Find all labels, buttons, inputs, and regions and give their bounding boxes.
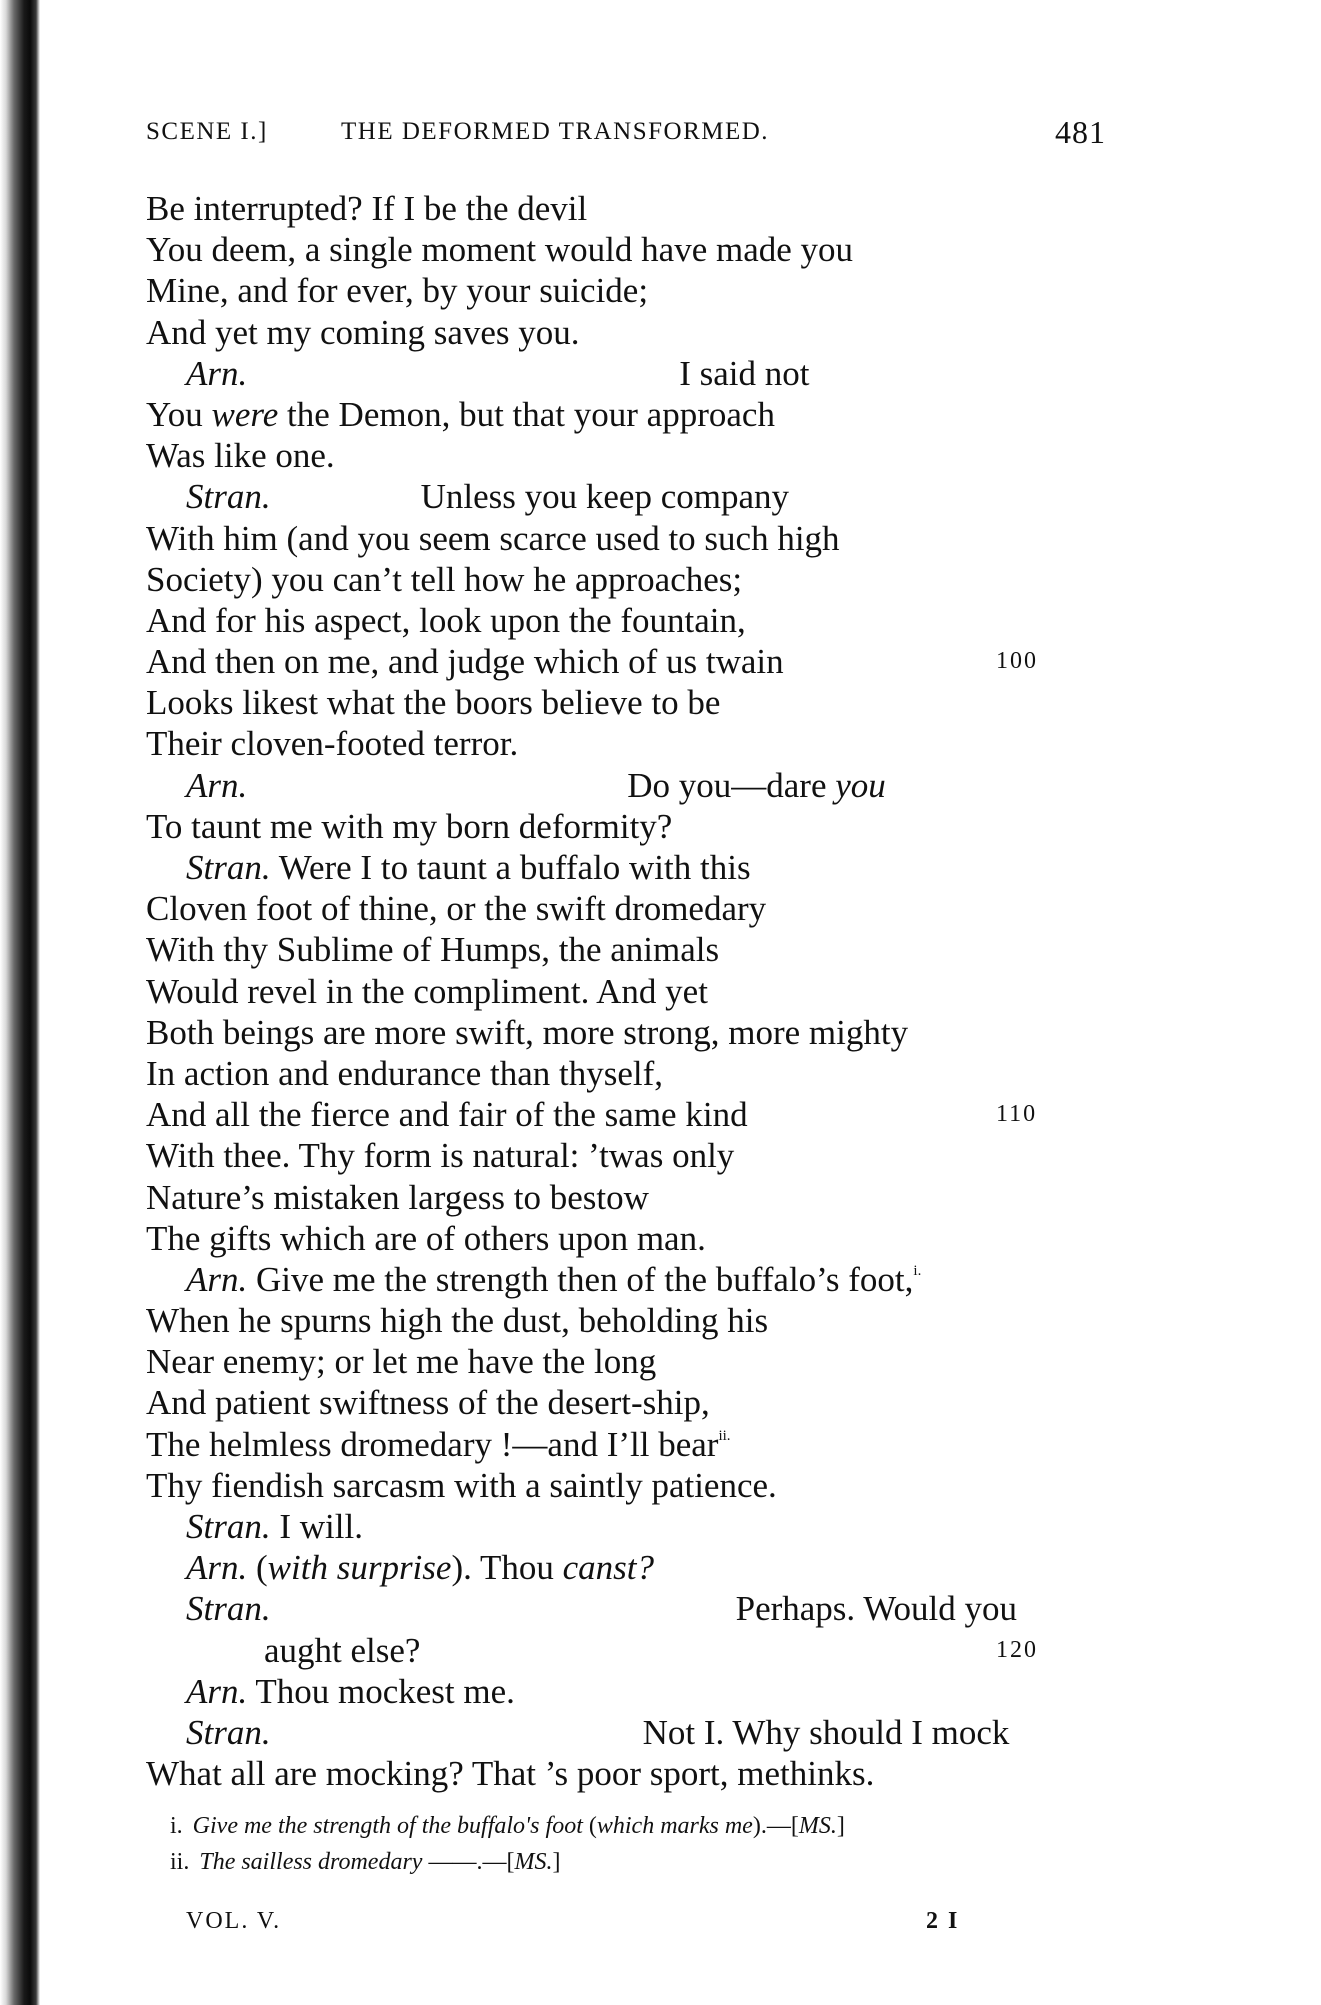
volume-label: VOL. V. <box>186 1908 282 1934</box>
line-text: You <box>146 394 212 434</box>
stage-direction: with surprise <box>267 1548 452 1588</box>
line-text: Thou mockest me. <box>247 1671 515 1711</box>
verse-line <box>146 1177 1106 1218</box>
line-text: Do you—dare <box>627 765 836 805</box>
printer-signature: 2 I <box>926 1908 960 1934</box>
verse-line <box>146 1588 1106 1629</box>
verse-line <box>146 1424 1106 1465</box>
speaker-name: Stran. <box>186 1712 271 1752</box>
verse-line <box>146 888 1106 929</box>
line-text: With thee. Thy form is natural: ’twas only <box>146 1136 735 1176</box>
verse-line <box>146 1506 1106 1547</box>
footnote-text: ] <box>836 1813 845 1839</box>
verse-line <box>146 1465 1106 1506</box>
verse-line <box>146 188 1106 229</box>
line-text: Society) you can’t tell how he approaches; <box>146 559 743 599</box>
line-text: Thy fiendish sarcasm with a saintly patience. <box>146 1465 777 1505</box>
line-text: the Demon, but that your approach <box>278 394 775 434</box>
line-text: Looks likest what the boors believe to be <box>146 683 721 723</box>
verse-line <box>146 1671 1106 1712</box>
verse-line <box>146 1012 1106 1053</box>
verse-line <box>146 1259 1106 1300</box>
verse-line <box>146 312 1106 353</box>
verse-line <box>146 806 1106 847</box>
speaker-name: Stran. <box>186 477 271 517</box>
line-number: 110 <box>996 1101 1038 1128</box>
speaker-name: Stran. <box>186 1589 271 1629</box>
verse-text <box>146 188 1106 1794</box>
line-text: In action and endurance than thyself, <box>146 1053 664 1093</box>
line-text: When he spurns high the dust, beholding his <box>146 1301 769 1341</box>
line-text: Perhaps. Would you <box>735 1589 1017 1629</box>
page-footer <box>186 1908 1006 1935</box>
verse-line <box>146 929 1106 970</box>
line-text: Would revel in the compliment. And yet <box>146 971 708 1011</box>
verse-line <box>146 600 1106 641</box>
line-text: To taunt me with my born deformity? <box>146 806 673 846</box>
speaker-name: Arn. <box>186 353 248 393</box>
line-emphasis: you <box>835 765 886 805</box>
line-text: And patient swiftness of the desert-ship, <box>146 1383 710 1423</box>
line-text: And for his aspect, look upon the fountain, <box>146 600 746 640</box>
verse-line <box>146 1382 1106 1423</box>
line-text: And yet my coming saves you. <box>146 312 580 352</box>
verse-line <box>146 1300 1106 1341</box>
verse-line <box>146 1712 1106 1753</box>
verse-line <box>146 1547 1106 1588</box>
line-text: The gifts which are of others upon man. <box>146 1218 706 1258</box>
verse-line <box>146 723 1106 764</box>
footnote-text: ( <box>582 1813 597 1839</box>
line-number: 100 <box>996 648 1038 675</box>
footnotes <box>170 1808 1110 1880</box>
footnote-text: Give me the strength of the buffalo's foot <box>192 1813 583 1839</box>
book-spine-shadow <box>0 0 40 2005</box>
line-text: Was like one. <box>146 436 335 476</box>
verse-line <box>146 394 1106 435</box>
line-text: aught else? <box>264 1630 421 1670</box>
line-text: With him (and you seem scarce used to such high <box>146 518 840 558</box>
page-number: 481 <box>1055 114 1106 150</box>
footnote <box>170 1844 1110 1880</box>
line-text: Mine, and for ever, by your suicide; <box>146 271 649 311</box>
footnote-marker: ii. <box>718 1427 731 1444</box>
line-text: What all are mocking? That ’s poor sport, methinks. <box>146 1754 875 1794</box>
footnote-text: ).—[ <box>752 1813 799 1839</box>
verse-line <box>146 1218 1106 1259</box>
line-text: You deem, a single moment would have made you <box>146 230 854 270</box>
speaker-name: Arn. <box>186 1671 248 1711</box>
footnote-label: ii. <box>170 1849 190 1875</box>
line-text: And then on me, and judge which of us twain <box>146 642 784 682</box>
verse-line <box>146 1341 1106 1382</box>
verse-line <box>146 682 1106 723</box>
line-text: With thy Sublime of Humps, the animals <box>146 930 720 970</box>
line-number: 120 <box>996 1636 1038 1663</box>
footnote-text: which marks me <box>596 1813 753 1839</box>
line-text: Were I to taunt a buffalo with this <box>270 848 751 887</box>
running-title: THE DEFORMED TRANSFORMED. <box>341 118 770 145</box>
line-text: And all the fierce and fair of the same kind <box>146 1095 748 1135</box>
footnote-label: i. <box>170 1813 183 1839</box>
verse-line <box>146 518 1106 559</box>
line-text: I will. <box>270 1507 363 1546</box>
line-text: I said not <box>679 353 810 393</box>
footnote-text: ——.—[ <box>422 1849 515 1875</box>
line-emphasis: were <box>211 394 279 434</box>
verse-line <box>146 270 1106 311</box>
speaker-name: Arn. <box>186 1259 248 1299</box>
speaker-name: Arn. <box>186 765 248 805</box>
footnote <box>170 1808 1110 1844</box>
verse-line <box>146 229 1106 270</box>
line-text: Be interrupted? If I be the devil <box>146 189 588 228</box>
verse-line <box>146 1053 1106 1094</box>
line-text: ( <box>247 1548 268 1588</box>
speaker-name: Stran. <box>186 848 271 887</box>
line-text: Not I. Why should I mock <box>642 1712 1010 1752</box>
verse-line <box>146 559 1106 600</box>
line-emphasis: canst? <box>562 1548 654 1588</box>
verse-line <box>146 435 1106 476</box>
line-text: Their cloven-footed terror. <box>146 724 519 764</box>
footnote-source: MS. <box>514 1849 553 1875</box>
running-header <box>146 114 1106 158</box>
verse-line <box>146 476 1106 517</box>
line-text: Give me the strength then of the buffalo’s foot, <box>247 1259 914 1299</box>
scene-label: SCENE I.] <box>146 118 268 145</box>
verse-line <box>146 971 1106 1012</box>
footnote-text: The sailless dromedary <box>199 1849 423 1875</box>
verse-line <box>146 847 1106 888</box>
verse-line <box>146 353 1106 394</box>
footnote-source: MS. <box>798 1813 837 1839</box>
verse-line <box>146 1135 1106 1176</box>
verse-line <box>146 765 1106 806</box>
line-text: Nature’s mistaken largess to bestow <box>146 1177 649 1217</box>
verse-line <box>146 1094 1106 1135</box>
line-text: Near enemy; or let me have the long <box>146 1342 657 1382</box>
line-text: The helmless dromedary !—and I’ll bear <box>146 1424 719 1464</box>
line-text: Both beings are more swift, more strong, more mighty <box>146 1012 909 1052</box>
line-text: Cloven foot of thine, or the swift dromedary <box>146 889 767 929</box>
line-text: ). Thou <box>451 1548 563 1588</box>
verse-line <box>146 1753 1106 1794</box>
verse-line <box>146 1630 1106 1671</box>
footnote-marker: i. <box>913 1262 922 1279</box>
speaker-name: Stran. <box>186 1507 271 1546</box>
footnote-text: ] <box>552 1849 561 1875</box>
line-text: Unless you keep company <box>420 477 789 517</box>
speaker-name: Arn. <box>186 1548 248 1588</box>
verse-line <box>146 641 1106 682</box>
